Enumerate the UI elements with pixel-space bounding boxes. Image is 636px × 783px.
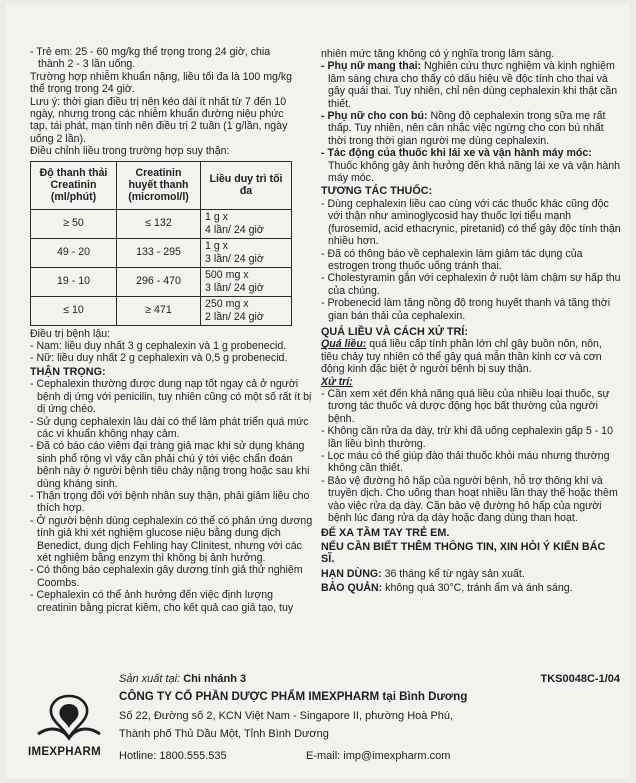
- table-row: [31, 267, 292, 296]
- section-precautions: THẬN TRỌNG:: [30, 365, 106, 378]
- gonorrhea-female: - Nữ: liều duy nhất 2 g cephalexin và 0,5 g probenecid.: [30, 352, 288, 365]
- renal-dose-table: [30, 161, 292, 326]
- header-clearance: Độ thanh thải Creatinin (ml/phút): [31, 161, 117, 209]
- cell-creatinine: 133 - 295: [117, 238, 201, 267]
- table-row: [31, 238, 292, 267]
- left-column: [30, 46, 315, 614]
- interaction-item: - Dùng cephalexin liều cao cùng với các thuốc khác cũng độc với thận như aminoglycosid hay thuốc lợi tiểu mạnh (furosemid, acid ethacrynic, piretanid) có thể gây độc tính thận nhiều hơn.: [321, 197, 621, 248]
- right-column: [321, 48, 621, 594]
- section-interactions: TƯƠNG TÁC THUỐC:: [321, 185, 433, 198]
- logo-wordmark: IMEXPHARM: [28, 746, 101, 758]
- header-max-dose: Liều duy trì tối đa: [201, 161, 292, 209]
- interaction-item: - Probenecid làm tăng nồng độ trong huyết thanh và tăng thời gian bán thải của cephalexin.: [321, 297, 611, 322]
- cell-dose: 250 mg x 2 lần/ 24 giờ: [201, 296, 292, 325]
- severe-line1: Trường hợp nhiễm khuẩn nặng, liều tối đa là 100 mg/kg: [30, 70, 293, 83]
- cell-creatinine: ≥ 471: [117, 296, 201, 325]
- table-row: [31, 209, 292, 238]
- cell-clearance: ≥ 50: [31, 209, 117, 238]
- precaution-item: - Thận trọng đối với bệnh nhân suy thận, phải giảm liều cho thích hợp.: [30, 489, 310, 515]
- imexpharm-logo-icon: [24, 690, 114, 750]
- note-line4: uống 2 lần).: [30, 132, 86, 145]
- leaflet-page: [6, 4, 630, 779]
- driving-note: - Tác động của thuốc khi lái xe và vận hành máy móc: Thuốc không gây ảnh hưởng đến khả năng lái xe và vận hành máy móc.: [321, 147, 621, 185]
- cell-clearance: ≤ 10: [31, 296, 117, 325]
- address-line2: Thành phố Thủ Dầu Một, Tỉnh Bình Dương: [119, 728, 329, 740]
- treatment-label: Xử trí:: [321, 375, 353, 388]
- cell-dose: 1 g x 3 lần/ 24 giờ: [201, 238, 292, 267]
- treatment-item: - Không cần rửa dạ dày, trừ khi đã uống cephalexin gấp 5 - 10 lần liều bình thường.: [321, 425, 613, 450]
- hotline: Hotline: 1800.555.535: [119, 750, 227, 762]
- gonorrhea-title: Điều trị bệnh lậu:: [30, 327, 111, 340]
- made-at: Sản xuất tại: Chi nhánh 3: [119, 673, 247, 685]
- child-dose-line2: thành 2 - 3 lần uống.: [38, 58, 136, 71]
- cell-creatinine: ≤ 132: [117, 209, 201, 238]
- breastfeeding-note: - Phụ nữ cho con bú: Nồng độ cephalexin trong sữa mẹ rất thấp. Tuy nhiên, nên cân nhắc việc ngừng cho con bú nhất thời trong thời gian người mẹ dùng cephalexin.: [321, 110, 606, 147]
- document-code: TKS0048C-1/04: [540, 673, 620, 685]
- shelf-life: HẠN DÙNG: 36 tháng kể từ ngày sản xuất.: [321, 567, 525, 580]
- precaution-item: - Đã có báo cáo viêm đại tràng giả mạc khi sử dụng kháng sinh phổ rộng vì vậy cần phải chú ý tới việc chẩn đoán bệnh này ở người bệnh tiêu chảy nặng trong hoặc sau khi dùng kháng sinh.: [30, 440, 310, 490]
- note-line2: ngày, nhưng trong các nhiễm khuẩn đường niệu phức: [30, 108, 284, 121]
- pregnancy-note: - Phụ nữ mang thai: Nghiên cứu thực nghiệm và kinh nghiệm lâm sàng chưa cho thấy có dấu hiệu về độc tính cho thai và gây quái thai. Tuy nhiên, chỉ nên dùng cephalexin khi thật cần thiết.: [321, 60, 618, 110]
- address-line1: Số 22, Đường số 2, KCN Việt Nam - Singapore II, phường Hoà Phú,: [119, 710, 454, 722]
- gonorrhea-male: - Nam: liều duy nhất 3 g cephalexin và 1 g probenecid.: [30, 340, 287, 353]
- precaution-item: - Ở người bệnh dùng cephalexin có thể có phản ứng dương tính giả khi xét nghiệm glucose niệu bằng dung dịch Benedict, dung dịch Fehling hay Clinitest, nhưng với các xét nghiệm bằng enzym thì không bị ảnh hưởng.: [30, 514, 313, 564]
- company-name: CÔNG TY CỔ PHẦN DƯỢC PHẨM IMEXPHARM tại Bình Dương: [119, 690, 468, 703]
- renal-adjust-title: Điều chỉnh liều trong trường hợp suy thận:: [30, 145, 230, 158]
- table-row: [31, 296, 292, 325]
- child-dose-line1: - Trẻ em: 25 - 60 mg/kg thể trọng trong 24 giờ, chia: [30, 46, 271, 58]
- cell-creatinine: 296 - 470: [117, 267, 201, 296]
- cell-clearance: 49 - 20: [31, 238, 117, 267]
- cell-clearance: 19 - 10: [31, 267, 117, 296]
- cell-dose: 500 mg x 3 lần/ 24 giờ: [201, 267, 292, 296]
- overdose-text: Quá liều: quá liều cấp tính phần lớn chỉ gây buồn nôn, nôn, tiêu chảy tuy nhiên có thể gây quá mẫn thần kinh cơ và cơn động kinh đặc biệt ở người bệnh bị suy thận.: [321, 338, 602, 376]
- manufacturer-footer: [6, 664, 630, 779]
- precaution-item: - Có thông báo cephalexin gây dương tính giả thử nghiệm Coombs.: [30, 564, 303, 589]
- severe-line2: thể trọng trong 24 giờ.: [30, 83, 135, 96]
- section-overdose: QUÁ LIỀU VÀ CÁCH XỬ TRÍ:: [321, 325, 468, 338]
- treatment-item: - Lọc máu có thể giúp đào thải thuốc khỏi máu nhưng thường không cần thiết.: [321, 450, 610, 475]
- ask-doctor-warning: NẾU CẦN BIẾT THÊM THÔNG TIN, XIN HỎI Ý KIẾN BÁC SĨ.: [321, 540, 606, 566]
- interaction-item: - Cholestyramin gắn với cephalexin ở ruột làm chậm sự hấp thu của chúng.: [321, 272, 621, 297]
- email: E-mail: imp@imexpharm.com: [306, 750, 451, 762]
- precaution-item: - Sử dụng cephalexin lâu dài có thể làm phát triển quá mức các vi khuẩn không nhạy cảm.: [30, 415, 309, 440]
- keep-away-warning: ĐỂ XA TẦM TAY TRẺ EM.: [321, 527, 450, 540]
- storage: BẢO QUẢN: không quá 30°C, tránh ẩm và ánh sáng.: [321, 582, 573, 595]
- treatment-item: - Cần xem xét đến khả năng quá liều của nhiều loại thuốc, sự tương tác thuốc và dược động học bất thường của người bệnh.: [321, 387, 610, 425]
- cell-dose: 1 g x 4 lần/ 24 giờ: [201, 209, 292, 238]
- header-serum-creatinine: Creatinin huyết thanh (micromol/l): [117, 161, 201, 209]
- precaution-item: - Cephalexin thường được dung nạp tốt ngay cả ở người bệnh dị ứng với penicilin, tuy nhiên cũng có một số rất ít bị dị ứng chéo.: [30, 378, 312, 416]
- note-line3: tạp, tái phát, mạn tính nên điều trị 2 tuần (1 g/lần, ngày: [30, 120, 288, 133]
- treatment-item: - Bảo vệ đường hô hấp của người bệnh, hỗ trợ thông khí và truyền dịch. Cho uống than hoạt nhiều lần thay thế hoặc thêm vào việc rửa dạ dày. Cần bảo vệ đường hô hấp của người bệnh lúc đang rửa dạ dày hoặc đang dùng than hoạt.: [321, 474, 618, 525]
- note-line1: Lưu ý: thời gian điều trị nên kéo dài ít nhất từ 7 đến 10: [30, 95, 287, 108]
- precaution-continued: nhiên mức tăng không có ý nghĩa trong lâm sàng.: [321, 48, 555, 60]
- interaction-item: - Đã có thông báo về cephalexin làm giảm tác dụng của estrogen trong thuốc uống tránh thai.: [321, 247, 583, 272]
- precaution-item: - Cephalexin có thể ảnh hưởng đến việc định lượng creatinin bằng picrat kiềm, cho kết quả cao giả tạo, tuy: [30, 589, 294, 614]
